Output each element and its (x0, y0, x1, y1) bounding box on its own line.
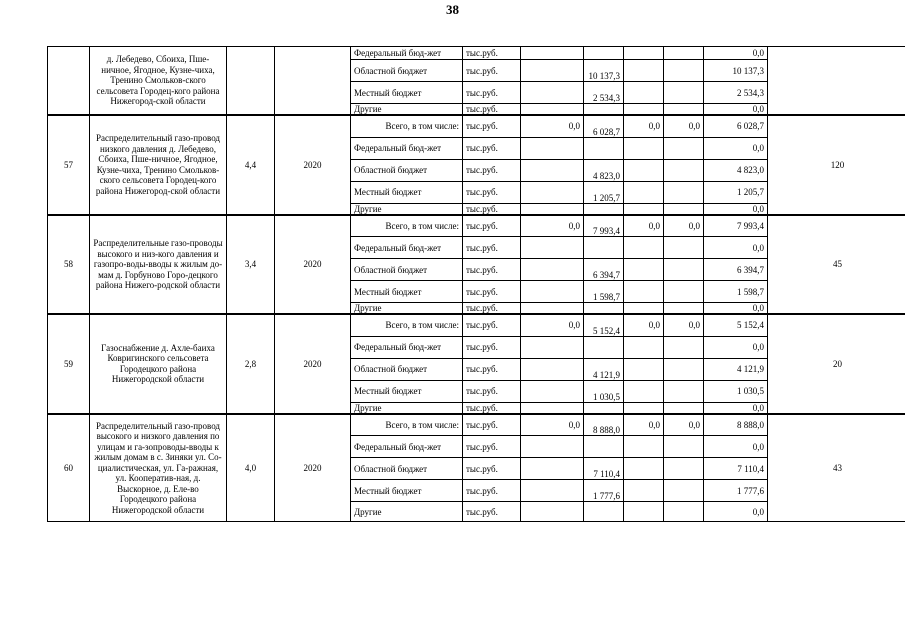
object-name: Газоснабжение д. Ахле-баиха Ковригинского сельсовета Городецкого района Нижегородской области (90, 314, 227, 414)
unit-cell: тыс.руб. (463, 215, 521, 237)
amount-cell (664, 203, 704, 215)
unit-cell: тыс.руб. (463, 159, 521, 181)
amount-cell: 0,0 (521, 414, 584, 436)
amount-cell: 0,0 (664, 115, 704, 137)
amount-cell (584, 303, 624, 315)
amount-cell (521, 436, 584, 458)
amount-cell: 0,0 (664, 414, 704, 436)
unit-cell: тыс.руб. (463, 237, 521, 259)
funding-source: Местный бюджет (351, 281, 463, 303)
amount-cell: 5 152,4 (584, 314, 624, 336)
amount-cell (664, 237, 704, 259)
amount-cell (664, 181, 704, 203)
amount-cell (521, 237, 584, 259)
unit-cell: тыс.руб. (463, 259, 521, 281)
amount-cell (664, 60, 704, 82)
pipeline-length: 2,8 (227, 314, 275, 414)
funding-source: Областной бюджет (351, 159, 463, 181)
amount-cell: 0,0 (704, 137, 768, 159)
amount-cell: 0,0 (521, 115, 584, 137)
amount-cell (584, 237, 624, 259)
amount-cell: 0,0 (704, 502, 768, 522)
funding-source: Местный бюджет (351, 380, 463, 402)
budget-table (47, 46, 905, 522)
amount-cell (624, 60, 664, 82)
amount-cell (664, 502, 704, 522)
unit-cell: тыс.руб. (463, 414, 521, 436)
amount-cell: 0,0 (704, 104, 768, 116)
households-count: 20 (768, 314, 905, 414)
amount-cell (664, 137, 704, 159)
amount-cell: 0,0 (624, 115, 664, 137)
funding-source: Другие (351, 104, 463, 116)
amount-cell (584, 203, 624, 215)
amount-cell: 2 534,3 (584, 82, 624, 104)
amount-cell: 0,0 (704, 47, 768, 60)
amount-cell (624, 259, 664, 281)
amount-cell (624, 380, 664, 402)
unit-cell: тыс.руб. (463, 358, 521, 380)
amount-cell: 4 121,9 (704, 358, 768, 380)
amount-cell (664, 358, 704, 380)
table-row (48, 414, 905, 436)
amount-cell (521, 159, 584, 181)
unit-cell: тыс.руб. (463, 458, 521, 480)
amount-cell: 0,0 (624, 414, 664, 436)
amount-cell (664, 458, 704, 480)
unit-cell: тыс.руб. (463, 380, 521, 402)
amount-cell (521, 480, 584, 502)
amount-cell (624, 436, 664, 458)
amount-cell: 8 888,0 (584, 414, 624, 436)
amount-cell (664, 82, 704, 104)
amount-cell: 0,0 (521, 314, 584, 336)
amount-cell (521, 502, 584, 522)
amount-cell (664, 336, 704, 358)
amount-cell (624, 303, 664, 315)
unit-cell: тыс.руб. (463, 115, 521, 137)
amount-cell: 8 888,0 (704, 414, 768, 436)
row-number: 58 (48, 215, 90, 315)
amount-cell: 1 205,7 (584, 181, 624, 203)
amount-cell (664, 104, 704, 116)
commission-year: 2020 (275, 314, 351, 414)
funding-source: Другие (351, 402, 463, 414)
households-count: 120 (768, 115, 905, 215)
amount-cell: 0,0 (704, 237, 768, 259)
funding-source: Областной бюджет (351, 259, 463, 281)
funding-source: Федеральный бюд-жет (351, 47, 463, 60)
row-number (48, 47, 90, 116)
amount-cell (664, 480, 704, 502)
funding-source: Федеральный бюд-жет (351, 237, 463, 259)
unit-cell: тыс.руб. (463, 436, 521, 458)
amount-cell (584, 47, 624, 60)
funding-source: Всего, в том числе: (351, 215, 463, 237)
amount-cell (521, 336, 584, 358)
amount-cell (664, 303, 704, 315)
amount-cell: 10 137,3 (584, 60, 624, 82)
amount-cell (521, 47, 584, 60)
table-row (48, 314, 905, 336)
amount-cell: 1 205,7 (704, 181, 768, 203)
amount-cell: 0,0 (521, 215, 584, 237)
amount-cell (664, 402, 704, 414)
table-row (48, 47, 905, 60)
amount-cell (664, 436, 704, 458)
households-count (768, 47, 905, 116)
unit-cell: тыс.руб. (463, 137, 521, 159)
amount-cell (521, 458, 584, 480)
unit-cell: тыс.руб. (463, 203, 521, 215)
amount-cell (584, 402, 624, 414)
commission-year (275, 47, 351, 116)
funding-source: Областной бюджет (351, 358, 463, 380)
amount-cell (624, 502, 664, 522)
funding-source: Областной бюджет (351, 458, 463, 480)
amount-cell (584, 137, 624, 159)
table-row (48, 215, 905, 237)
amount-cell: 0,0 (624, 314, 664, 336)
amount-cell: 7 110,4 (704, 458, 768, 480)
pipeline-length: 4,0 (227, 414, 275, 522)
amount-cell (521, 137, 584, 159)
object-name: Распределительные газо-проводы высокого и низ-кого давления и газопро-воды-вводы к жилым до-мам д. Горбуново Горо-децкого района Нижего-родской области (90, 215, 227, 315)
commission-year: 2020 (275, 215, 351, 315)
households-count: 43 (768, 414, 905, 522)
amount-cell: 1 598,7 (584, 281, 624, 303)
amount-cell: 6 028,7 (704, 115, 768, 137)
amount-cell (521, 181, 584, 203)
row-number: 60 (48, 414, 90, 522)
amount-cell: 6 394,7 (584, 259, 624, 281)
amount-cell: 0,0 (704, 303, 768, 315)
amount-cell (624, 181, 664, 203)
amount-cell (521, 82, 584, 104)
commission-year: 2020 (275, 115, 351, 215)
amount-cell: 0,0 (664, 314, 704, 336)
amount-cell: 4 121,9 (584, 358, 624, 380)
amount-cell (624, 336, 664, 358)
row-number: 57 (48, 115, 90, 215)
amount-cell (624, 281, 664, 303)
funding-source: Местный бюджет (351, 181, 463, 203)
amount-cell: 10 137,3 (704, 60, 768, 82)
unit-cell: тыс.руб. (463, 303, 521, 315)
pipeline-length: 3,4 (227, 215, 275, 315)
amount-cell (624, 458, 664, 480)
amount-cell (624, 47, 664, 60)
amount-cell: 4 823,0 (584, 159, 624, 181)
funding-source: Всего, в том числе: (351, 115, 463, 137)
amount-cell: 0,0 (624, 215, 664, 237)
funding-source: Областной бюджет (351, 60, 463, 82)
object-name: Распределительный газо-провод низкого давления д. Лебедево, Сбоиха, Пше-ничное, Ягодное, Кузне-чиха, Тренино Смольков-ского сельсовета Городец-кого района Нижегород-ской области (90, 115, 227, 215)
amount-cell (584, 104, 624, 116)
amount-cell (664, 259, 704, 281)
amount-cell (521, 104, 584, 116)
amount-cell: 7 993,4 (704, 215, 768, 237)
funding-source: Местный бюджет (351, 82, 463, 104)
unit-cell: тыс.руб. (463, 281, 521, 303)
amount-cell: 1 777,6 (704, 480, 768, 502)
amount-cell: 1 030,5 (704, 380, 768, 402)
amount-cell: 0,0 (704, 436, 768, 458)
amount-cell (624, 137, 664, 159)
funding-source: Всего, в том числе: (351, 414, 463, 436)
amount-cell (624, 82, 664, 104)
funding-source: Федеральный бюд-жет (351, 436, 463, 458)
amount-cell (664, 159, 704, 181)
amount-cell (624, 203, 664, 215)
unit-cell: тыс.руб. (463, 82, 521, 104)
amount-cell (664, 380, 704, 402)
unit-cell: тыс.руб. (463, 480, 521, 502)
amount-cell (624, 159, 664, 181)
page-number: 38 (446, 2, 459, 17)
funding-source: Другие (351, 502, 463, 522)
row-number: 59 (48, 314, 90, 414)
pipeline-length: 4,4 (227, 115, 275, 215)
amount-cell (624, 480, 664, 502)
unit-cell: тыс.руб. (463, 314, 521, 336)
amount-cell (624, 358, 664, 380)
commission-year: 2020 (275, 414, 351, 522)
amount-cell: 4 823,0 (704, 159, 768, 181)
amount-cell (521, 402, 584, 414)
amount-cell (521, 303, 584, 315)
amount-cell: 6 028,7 (584, 115, 624, 137)
unit-cell: тыс.руб. (463, 60, 521, 82)
unit-cell: тыс.руб. (463, 47, 521, 60)
table-body (48, 47, 905, 522)
funding-source: Всего, в том числе: (351, 314, 463, 336)
unit-cell: тыс.руб. (463, 104, 521, 116)
amount-cell: 7 110,4 (584, 458, 624, 480)
funding-source: Местный бюджет (351, 480, 463, 502)
object-name: Распределительный газо-провод высокого и низкого давления по улицам и га-зопроводы-вводы к жилым домам в с. Зиняки ул. Со-циалистическая, ул. Га-ражная, ул. Кооператив-ная, д. Выскорное, д. Еле-во Городецкого района Нижегородской области (90, 414, 227, 522)
funding-source: Другие (351, 203, 463, 215)
amount-cell (584, 502, 624, 522)
unit-cell: тыс.руб. (463, 181, 521, 203)
amount-cell: 0,0 (664, 215, 704, 237)
amount-cell: 1 598,7 (704, 281, 768, 303)
amount-cell (624, 402, 664, 414)
amount-cell: 0,0 (704, 336, 768, 358)
amount-cell (624, 237, 664, 259)
amount-cell (521, 203, 584, 215)
unit-cell: тыс.руб. (463, 502, 521, 522)
amount-cell (584, 436, 624, 458)
amount-cell: 5 152,4 (704, 314, 768, 336)
amount-cell: 1 030,5 (584, 380, 624, 402)
object-name: д. Лебедево, Сбоиха, Пше-ничное, Ягодное, Кузне-чиха, Тренино Смольков-ского сельсовета Городец-кого района Нижегород-ской области (90, 47, 227, 116)
amount-cell: 0,0 (704, 203, 768, 215)
amount-cell (664, 281, 704, 303)
unit-cell: тыс.руб. (463, 336, 521, 358)
amount-cell: 7 993,4 (584, 215, 624, 237)
funding-source: Федеральный бюд-жет (351, 336, 463, 358)
amount-cell: 1 777,6 (584, 480, 624, 502)
amount-cell: 2 534,3 (704, 82, 768, 104)
amount-cell: 0,0 (704, 402, 768, 414)
amount-cell (521, 358, 584, 380)
amount-cell (664, 47, 704, 60)
amount-cell (521, 60, 584, 82)
pipeline-length (227, 47, 275, 116)
amount-cell (521, 281, 584, 303)
amount-cell (624, 104, 664, 116)
unit-cell: тыс.руб. (463, 402, 521, 414)
amount-cell (521, 380, 584, 402)
table-row (48, 115, 905, 137)
amount-cell (521, 259, 584, 281)
funding-source: Федеральный бюд-жет (351, 137, 463, 159)
amount-cell (584, 336, 624, 358)
amount-cell: 6 394,7 (704, 259, 768, 281)
funding-source: Другие (351, 303, 463, 315)
households-count: 45 (768, 215, 905, 315)
